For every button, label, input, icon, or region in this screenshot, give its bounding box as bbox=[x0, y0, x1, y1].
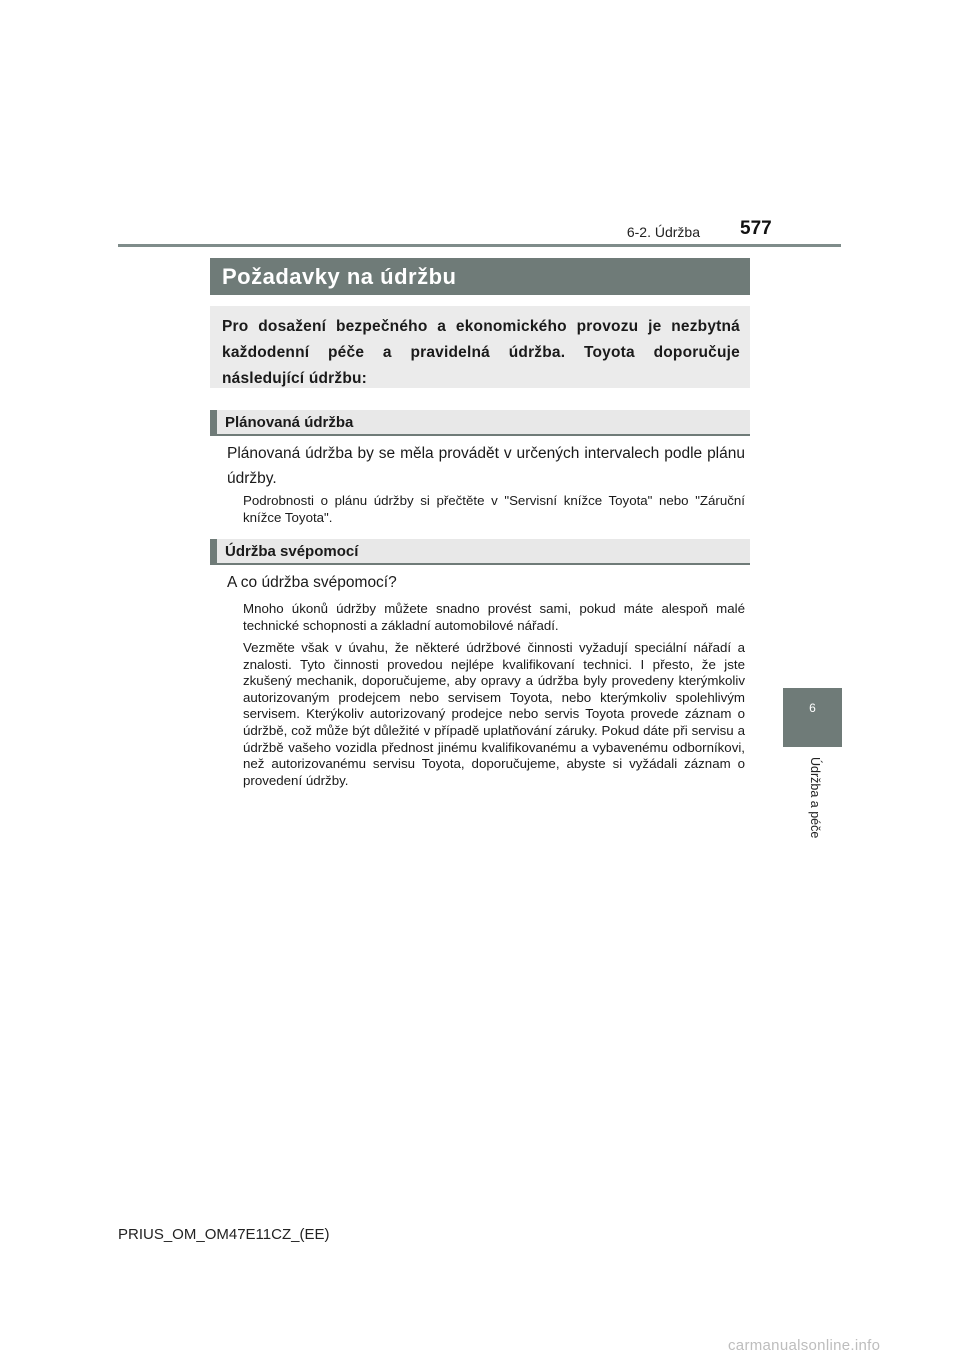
self-maintenance-question: A co údržba svépomocí? bbox=[227, 574, 397, 591]
self-maintenance-heading: Údržba svépomocí bbox=[210, 539, 750, 565]
planned-maintenance-text: Plánovaná údržba by se měla provádět v určených intervalech podle plánu údržby. bbox=[227, 445, 745, 487]
intro-text: Pro dosažení bezpečného a ekonomického provozu je nezbytná každodenní péče a pravidelná údržba. Toyota doporučuje následující údržbu: bbox=[222, 318, 740, 387]
page-number: 577 bbox=[740, 218, 772, 239]
chapter-tab: 6 bbox=[783, 688, 842, 747]
planned-maintenance-heading: Plánovaná údržba bbox=[210, 410, 750, 436]
page-title: Požadavky na údržbu bbox=[210, 258, 750, 295]
document-code: PRIUS_OM_OM47E11CZ_(EE) bbox=[118, 1226, 330, 1243]
watermark: carmanualsonline.info bbox=[728, 1337, 881, 1354]
self-maintenance-paragraph-1: Mnoho úkonů údržby můžete snadno provést sami, pokud máte alespoň malé technické schopnosti a základní automobilové nářadí. bbox=[243, 601, 745, 633]
intro-box bbox=[210, 306, 750, 388]
self-maintenance-paragraph-2: Vezměte však v úvahu, že některé údržbové činnosti vyžadují speciální nářadí a znalosti. Tyto činnosti provedou nejlépe kvalifikovaní technici. I přesto, že jste zkušený mechanik, doporučujeme, aby opravy a údržba byly provedeny kterýmkoliv autorizovaným prodejcem nebo servisem Toyota, nebo kterýmkoliv spolehlivým servisem. Kterýkoliv autorizovaný prodejce nebo servis Toyota provede záznam o údržbě, což může být důležité v případě uplatňování záruky. Pokud dáte při servisu a údržbě vašeho vozidla přednost jinému kvalifikovanému a vybavenému odborníkovi, než autorizovanému servisu Toyota, doporučujeme, abyste si vyžádali záznam o provedení údržby. bbox=[243, 640, 745, 788]
header-divider bbox=[118, 244, 841, 247]
section-header: 6-2. Údržba bbox=[626, 224, 700, 240]
planned-maintenance-note: Podrobnosti o plánu údržby si přečtěte v "Servisní knížce Toyota" nebo "Záruční knížce Toyota". bbox=[243, 493, 745, 525]
chapter-label: Údržba a péče bbox=[808, 757, 822, 839]
